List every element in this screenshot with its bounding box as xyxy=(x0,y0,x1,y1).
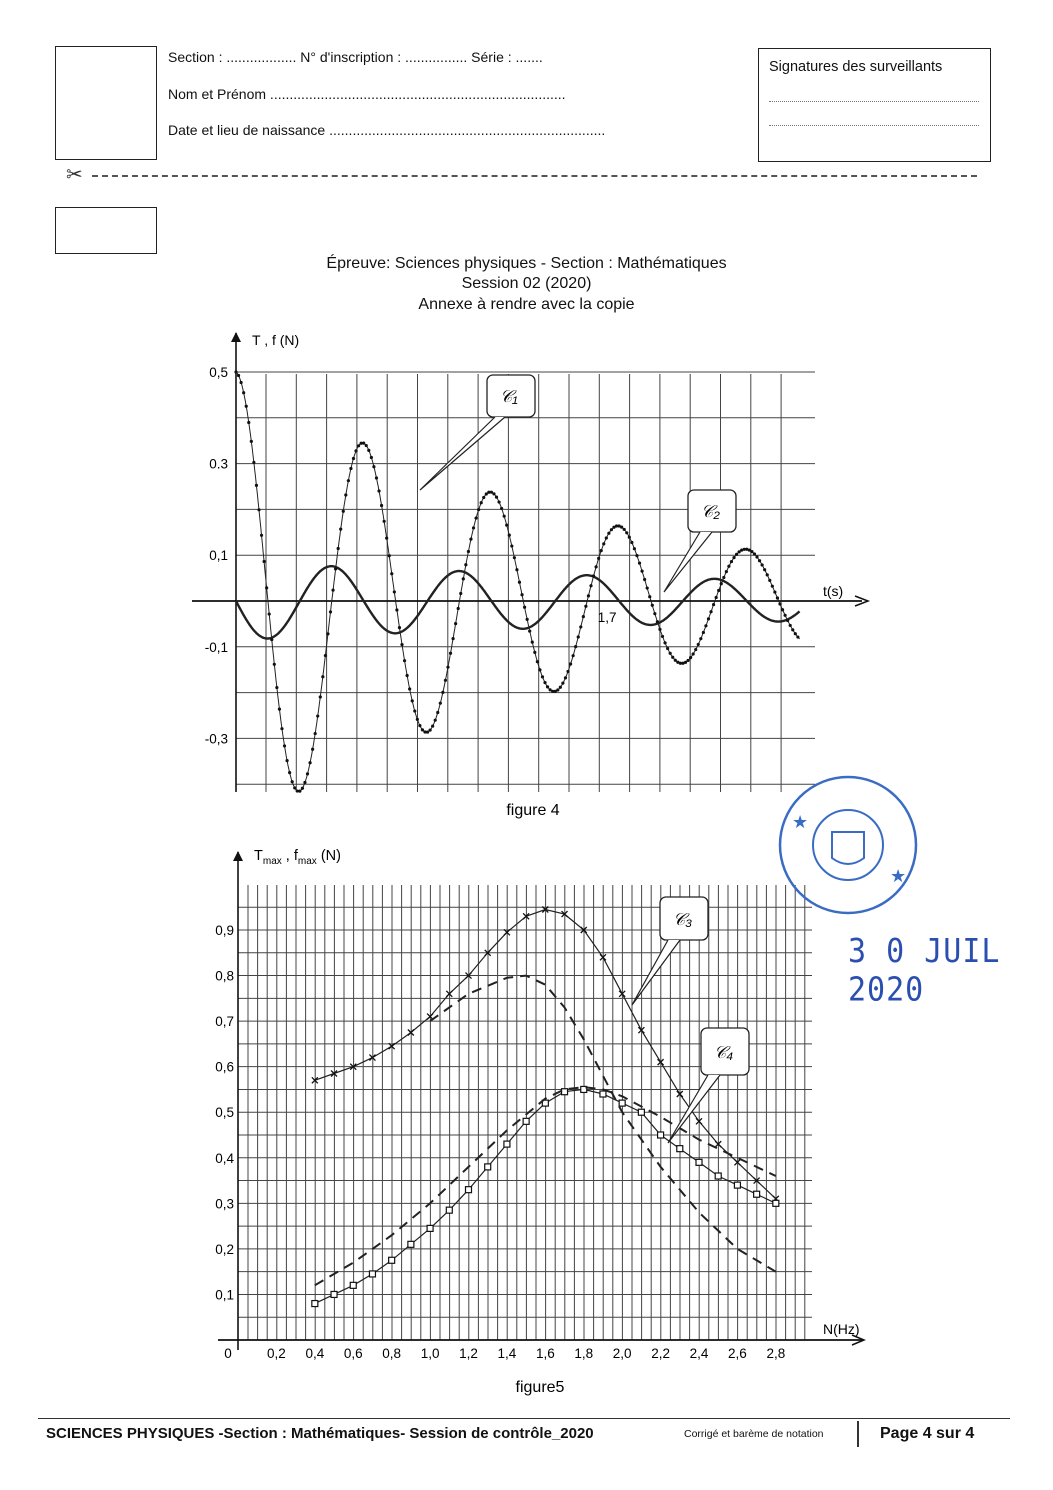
curve-c4-point xyxy=(562,1089,568,1095)
callout-c4-pointer xyxy=(668,1075,720,1143)
curve-c1-point xyxy=(240,381,243,384)
curve-c1-point xyxy=(482,496,485,499)
curve-c1-point xyxy=(526,618,529,621)
curve-c1-point xyxy=(372,465,375,468)
grade-box xyxy=(55,207,157,254)
y-tick-label: 0,1 xyxy=(209,548,228,564)
curve-c1-point xyxy=(375,476,378,479)
y-tick-label: 0,2 xyxy=(215,1241,234,1257)
curve-c1-point xyxy=(268,612,271,615)
curve-c1-point xyxy=(625,531,628,534)
curve-c1-point xyxy=(347,479,350,482)
footer-page: Page 4 sur 4 xyxy=(880,1425,975,1442)
curve-c1-point xyxy=(434,719,437,722)
callout-c1-pointer xyxy=(420,417,505,490)
x-tick-label: 2,4 xyxy=(689,1346,709,1361)
curve-c1-point xyxy=(597,557,600,560)
curve-c1-point xyxy=(288,771,291,774)
curve-c1-point xyxy=(694,648,697,651)
x-annotation: 1,7 xyxy=(597,610,617,625)
curve-c1-point xyxy=(393,590,396,593)
curve-c1-point xyxy=(400,643,403,646)
curve-c1-point xyxy=(385,537,388,540)
curve-c1-point xyxy=(418,724,421,727)
curve-c1-point xyxy=(628,536,631,539)
curve-c1-point xyxy=(408,687,411,690)
curve-c1-point xyxy=(508,534,511,537)
curve-c1-point xyxy=(771,585,774,588)
curve-c1-point xyxy=(661,635,664,638)
curve-c1-point xyxy=(702,631,705,634)
y-tick-label: 0,9 xyxy=(215,923,234,938)
curve-c4-point xyxy=(658,1132,664,1138)
curve-c1-point xyxy=(380,504,383,507)
curve-c1-point xyxy=(768,579,771,582)
curve-c4-point xyxy=(638,1109,644,1115)
curve-c4-point xyxy=(504,1141,510,1147)
scissors-icon: ✂ xyxy=(66,164,83,186)
curve-c1-point xyxy=(653,612,656,615)
curve-c1-point xyxy=(579,625,582,628)
curve-c4-point xyxy=(773,1200,779,1206)
curve-c1-point xyxy=(656,620,659,623)
x-tick-label: 2,8 xyxy=(766,1346,786,1361)
curve-c1-point xyxy=(704,624,707,627)
curve-c1-point xyxy=(735,553,738,556)
y-tick-label: 0,7 xyxy=(215,1014,234,1030)
curve-c1-point xyxy=(520,593,523,596)
curve-c1-point xyxy=(298,790,301,793)
curve-c4-point xyxy=(312,1301,318,1307)
curve-c1-point xyxy=(439,702,442,705)
curve-c1-point xyxy=(357,444,360,447)
curve-c1-point xyxy=(377,489,380,492)
curve-c1-point xyxy=(441,691,444,694)
session-title: Session 02 (2020) xyxy=(461,275,592,292)
curve-c1-point xyxy=(523,606,526,609)
curve-c1-point xyxy=(311,748,314,751)
curve-c1-point xyxy=(533,651,536,654)
curve-c1-point xyxy=(564,676,567,679)
curve-c1-point xyxy=(758,559,761,562)
signatures-box xyxy=(758,48,991,162)
curve-c1-point xyxy=(559,686,562,689)
curve-c1-point xyxy=(730,560,733,563)
curve-c1-point xyxy=(543,681,546,684)
y-tick-label: 0.3 xyxy=(209,456,228,472)
curve-c4-point xyxy=(677,1146,683,1152)
curve-c1-point xyxy=(766,573,769,576)
x-tick-label: 1,0 xyxy=(420,1346,440,1361)
curve-c1-point xyxy=(643,578,646,581)
x-tick-label: 0,6 xyxy=(343,1346,363,1361)
curve-c1-point xyxy=(280,727,283,730)
curve-c1-point xyxy=(260,534,263,537)
y-tick-label: 0,6 xyxy=(215,1059,234,1075)
y-axis-arrow xyxy=(233,851,243,861)
curve-c1-point xyxy=(582,615,585,618)
curve-c1-point xyxy=(663,641,666,644)
curve-c1-point xyxy=(324,654,327,657)
curve-c4-point xyxy=(389,1257,395,1263)
curve-c4-point xyxy=(466,1187,472,1193)
curve-c1-point xyxy=(538,668,541,671)
y-tick-label: 0,5 xyxy=(215,1105,234,1121)
callout-c2-label: 𝒞₂ xyxy=(701,502,720,521)
curve-c1-point xyxy=(674,659,677,662)
cut-line xyxy=(92,175,977,177)
curve-c1-point xyxy=(449,652,452,655)
y-tick-label: -0,3 xyxy=(204,731,228,747)
curve-c1-point xyxy=(454,622,457,625)
curve-c1-point xyxy=(753,552,756,555)
curve-c1-point xyxy=(556,688,559,691)
curve-c1-point xyxy=(480,501,483,504)
curve-c1-point xyxy=(584,605,587,608)
curve-c1-point xyxy=(761,563,764,566)
y-axis-label: T , f (N) xyxy=(252,332,300,348)
curve-c1-point xyxy=(623,528,626,531)
curve-c1-point xyxy=(715,596,718,599)
curve-c1-point xyxy=(791,628,794,631)
curve-c1-point xyxy=(607,532,610,535)
curve-c1-point xyxy=(250,440,253,443)
curve-c1-point xyxy=(600,549,603,552)
curve-c1-point xyxy=(646,586,649,589)
curve-c1-point xyxy=(500,507,503,510)
curve-c1-point xyxy=(334,567,337,570)
curve-c1-point xyxy=(732,556,735,559)
curve-c4-point xyxy=(523,1118,529,1124)
curve-c1-point xyxy=(306,772,309,775)
curve-c1-point xyxy=(755,555,758,558)
curve-c1-point xyxy=(275,686,278,689)
svg-text:★: ★ xyxy=(792,812,809,832)
curve-c1-point xyxy=(574,645,577,648)
x-axis-label: t(s) xyxy=(823,583,844,599)
curve-c1-point xyxy=(459,592,462,595)
curve-c4-point xyxy=(485,1164,491,1170)
curve-c1-point xyxy=(446,666,449,669)
footer xyxy=(38,1418,1010,1455)
curve-c1-point xyxy=(365,444,368,447)
curve-c1-point xyxy=(472,526,475,529)
curve-c1-point xyxy=(492,492,495,495)
curve-c1-point xyxy=(283,744,286,747)
figure-caption: figure5 xyxy=(515,1379,565,1396)
curve-c1-point xyxy=(686,659,689,662)
curve-c2 xyxy=(236,566,800,638)
curve-c1-point xyxy=(750,550,753,553)
curve-c1-point xyxy=(457,607,460,610)
curve-c1-point xyxy=(763,568,766,571)
y-axis-arrow xyxy=(231,332,241,342)
curve-c4-point xyxy=(408,1241,414,1247)
curve-c1-point xyxy=(331,589,334,592)
curve-c1-point xyxy=(589,584,592,587)
callout-c3-label: 𝒞₃ xyxy=(673,910,693,929)
curve-c1-point xyxy=(595,565,598,568)
figure-4-chart xyxy=(0,320,1053,830)
curve-c1-point xyxy=(503,515,506,518)
curve-c1-point xyxy=(464,563,467,566)
curve-c1-point xyxy=(462,577,465,580)
official-stamp xyxy=(770,772,930,922)
y-tick-label: 0,5 xyxy=(209,365,228,380)
x-tick-label: 0,4 xyxy=(305,1346,325,1361)
curve-c1-point xyxy=(709,610,712,613)
curve-c1-point xyxy=(234,370,237,373)
x-axis-label: N(Hz) xyxy=(823,1321,860,1337)
curve-c4-point xyxy=(696,1159,702,1165)
curve-c1-point xyxy=(699,637,702,640)
curve-c1-point xyxy=(712,603,715,606)
curve-c1-point xyxy=(707,617,710,620)
y-axis-label: $T_{max}$ , $f_{max}$ (N) xyxy=(254,848,341,867)
curve-c1-point xyxy=(572,654,575,657)
curve-c1-point xyxy=(495,496,498,499)
curve-c1-point xyxy=(314,732,317,735)
origin-label: 0 xyxy=(224,1346,232,1361)
curve-c4-point xyxy=(600,1091,606,1097)
exam-title: Épreuve: Sciences physiques - Section : Mathématiques xyxy=(326,255,727,272)
x-tick-label: 1,4 xyxy=(497,1346,517,1361)
y-tick-label: -0,1 xyxy=(204,639,228,655)
curve-c1-point xyxy=(722,576,725,579)
curve-c1-point xyxy=(308,761,311,764)
y-tick-label: 0,8 xyxy=(215,968,234,984)
curve-c1-point xyxy=(515,568,518,571)
curve-c4-point xyxy=(369,1271,375,1277)
curve-c1-point xyxy=(293,786,296,789)
section-field[interactable]: Section : .................. N° d'inscription : ................ Série : ....... xyxy=(168,49,543,65)
curve-c1-point xyxy=(518,581,521,584)
photo-box xyxy=(55,46,157,160)
callout-c4-label: 𝒞₄ xyxy=(714,1043,734,1062)
curve-c1-point xyxy=(413,709,416,712)
curve-c1-point xyxy=(467,550,470,553)
curve-c1-point xyxy=(403,659,406,662)
signatures-label: Signatures des surveillants xyxy=(769,59,943,75)
curve-c1-point xyxy=(252,461,255,464)
curve-c1-point xyxy=(303,781,306,784)
curve-c1-point xyxy=(429,728,432,731)
curve-c1-point xyxy=(794,632,797,635)
svg-text:★: ★ xyxy=(890,866,907,886)
curve-c1-point xyxy=(242,391,245,394)
curve-c1-point xyxy=(592,574,595,577)
x-tick-label: 2,6 xyxy=(728,1346,747,1361)
stamp-date: 3 0 JUIL 2020 xyxy=(848,932,1001,1010)
curve-c1-point xyxy=(684,661,687,664)
curve-c1-point xyxy=(796,635,799,638)
curve-c1-point xyxy=(421,728,424,731)
curve-c1-point xyxy=(262,560,265,563)
curve-c1-point xyxy=(640,570,643,573)
curve-c1-point xyxy=(398,626,401,629)
curve-c1-point xyxy=(638,562,641,565)
curve-c1-point xyxy=(689,656,692,659)
curve-c1-point xyxy=(692,652,695,655)
curve-c1-point xyxy=(561,682,564,685)
curve-c1-point xyxy=(505,524,508,527)
curve-c1-point xyxy=(633,547,636,550)
curve-c1-point xyxy=(285,759,288,762)
curve-c1-point xyxy=(416,718,419,721)
curve-c1-point xyxy=(536,660,539,663)
curve-c4-point xyxy=(446,1207,452,1213)
curve-c1-point xyxy=(291,780,294,783)
annex-title: Annexe à rendre avec la copie xyxy=(418,296,635,313)
curve-c1-point xyxy=(569,662,572,665)
curve-c1-point xyxy=(344,493,347,496)
y-tick-label: 0,1 xyxy=(215,1287,234,1303)
curve-c1-point xyxy=(727,565,730,568)
curve-c1-point xyxy=(630,541,633,544)
curve-c1-point xyxy=(725,570,728,573)
curve-c1-point xyxy=(354,449,357,452)
curve-c1-point xyxy=(321,675,324,678)
curve-c1-point xyxy=(720,582,723,585)
x-tick-label: 1,6 xyxy=(535,1346,555,1361)
curve-c1-point xyxy=(781,608,784,611)
curve-c1-point xyxy=(326,632,329,635)
curve-c1-point xyxy=(697,643,700,646)
curve-c1-point xyxy=(255,484,258,487)
curve-c1-point xyxy=(610,528,613,531)
curve-c1-point xyxy=(666,647,669,650)
curve-c1-point xyxy=(329,610,332,613)
curve-c1-point xyxy=(786,619,789,622)
curve-c1-point xyxy=(339,528,342,531)
curve-c1-point xyxy=(273,663,276,666)
curve-c1-point xyxy=(451,637,454,640)
birth-field[interactable]: Date et lieu de naissance ....................................................................... xyxy=(168,122,606,138)
figure-5-chart xyxy=(0,840,1053,1400)
curve-c1-point xyxy=(245,405,248,408)
curve-c1-point xyxy=(566,670,569,673)
curve-c4-point xyxy=(427,1225,433,1231)
curve-c1-point xyxy=(531,641,534,644)
curve-c1-point xyxy=(789,624,792,627)
curve-c1-point xyxy=(477,508,480,511)
curve-c1-point xyxy=(352,457,355,460)
curve-c1-point xyxy=(528,629,531,632)
name-field[interactable]: Nom et Prénom ............................................................................ xyxy=(168,86,566,102)
curve-c4-point xyxy=(715,1173,721,1179)
figure-caption: figure 4 xyxy=(506,802,560,819)
curve-c1-point xyxy=(426,730,429,733)
curve-c1-point xyxy=(319,695,322,698)
curve-c1-point xyxy=(362,442,365,445)
callout-c2-pointer xyxy=(664,532,712,592)
curve-c1-point xyxy=(390,572,393,575)
curve-c4-point xyxy=(350,1282,356,1288)
callout-c1-label: 𝒞₁ xyxy=(500,387,518,406)
curve-c1-point xyxy=(337,547,340,550)
curve-c4-point xyxy=(734,1182,740,1188)
curve-c1-point xyxy=(778,602,781,605)
curve-c1-point xyxy=(671,656,674,659)
curve-c1-point xyxy=(349,467,352,470)
curve-c1-point xyxy=(247,421,250,424)
curve-c1-point xyxy=(370,456,373,459)
curve-c1 xyxy=(236,372,800,791)
x-tick-label: 2,2 xyxy=(651,1346,670,1361)
curve-c1-point xyxy=(436,711,439,714)
curve-c1-point xyxy=(773,590,776,593)
curve-c1-point xyxy=(278,708,281,711)
curve-c1-point xyxy=(546,685,549,688)
curve-c1-point xyxy=(316,714,319,717)
curve-c1-point xyxy=(431,724,434,727)
curve-c1-point xyxy=(257,508,260,511)
curve-c1-point xyxy=(513,556,516,559)
curve-c1-point xyxy=(510,544,513,547)
curve-c1-point xyxy=(474,516,477,519)
curve-c1-point xyxy=(265,586,268,589)
curve-c1-point xyxy=(301,787,304,790)
curve-c4-point xyxy=(619,1100,625,1106)
x-tick-label: 0,8 xyxy=(382,1346,402,1361)
curve-c4-point xyxy=(754,1191,760,1197)
callout-c3-pointer xyxy=(632,940,680,1005)
curve-c1-point xyxy=(395,608,398,611)
curve-c1-point xyxy=(577,635,580,638)
curve-c1-point xyxy=(602,542,605,545)
curve-c1-point xyxy=(444,679,447,682)
curve-c1-point xyxy=(635,554,638,557)
curve-c1-point xyxy=(497,500,500,503)
curve-c1-point xyxy=(367,449,370,452)
curve-c1-point xyxy=(669,652,672,655)
curve-c1-point xyxy=(587,594,590,597)
curve-c1-point xyxy=(469,538,472,541)
x-tick-label: 1,2 xyxy=(459,1346,478,1361)
curve-c1-point xyxy=(383,520,386,523)
curve-c1-point xyxy=(270,638,273,641)
curve-c1-point xyxy=(388,554,391,557)
curve-c1-point xyxy=(776,596,779,599)
y-tick-label: 0,3 xyxy=(215,1196,234,1212)
curve-c1-point xyxy=(342,510,345,513)
curve-c1-point xyxy=(648,595,651,598)
x-tick-label: 2,0 xyxy=(612,1346,632,1361)
curve-c1-point xyxy=(784,614,787,617)
curve-c1-point xyxy=(411,699,414,702)
curve-c4-point xyxy=(331,1291,337,1297)
y-tick-label: 0,4 xyxy=(215,1150,234,1166)
curve-c1-point xyxy=(605,536,608,539)
curve-c1-point xyxy=(651,604,654,607)
curve-c1-point xyxy=(237,374,240,377)
curve-c1-point xyxy=(620,526,623,529)
curve-c1-point xyxy=(541,675,544,678)
footer-note: Corrigé et barème de notation xyxy=(684,1428,824,1440)
curve-c1-point xyxy=(717,589,720,592)
curve-c1-point xyxy=(406,674,409,677)
x-tick-label: 1,8 xyxy=(574,1346,594,1361)
x-tick-label: 0,2 xyxy=(267,1346,286,1361)
curve-c1-point xyxy=(658,628,661,631)
footer-main: SCIENCES PHYSIQUES -Section : Mathématiques- Session de contrôle_2020 xyxy=(46,1425,594,1442)
